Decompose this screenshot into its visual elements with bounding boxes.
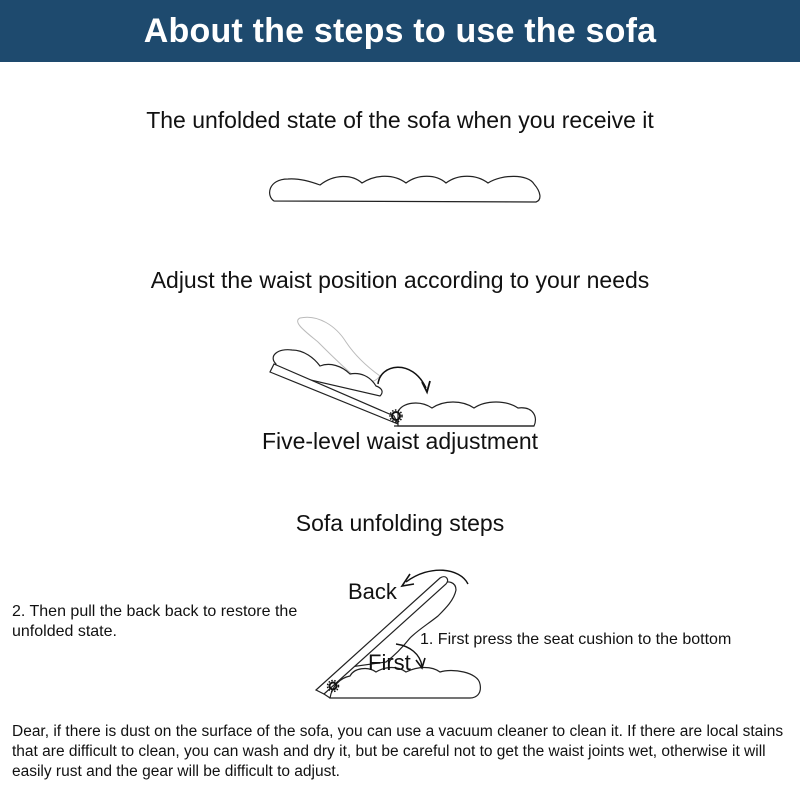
care-note: Dear, if there is dust on the surface of the sofa, you can use a vacuum cleaner to clean it. If there are local stains that are difficult to clean, you can wash and dry it, but be careful not to get the waist joints wet, otherwise it will easily rust and the gear will be difficult to adjust. <box>12 723 784 780</box>
section-heading-unfolded: The unfolded state of the sofa when you receive it <box>146 107 654 133</box>
unfolded-sofa-illustration <box>266 170 546 210</box>
waist-adjust-illustration <box>262 312 552 437</box>
step2-text: 2. Then pull the back back to restore the unfolded state. <box>12 603 298 640</box>
step1-text: 1. First press the seat cushion to the bottom <box>420 631 732 648</box>
section-heading-unfolding: Sofa unfolding steps <box>295 510 505 536</box>
label-back: Back <box>348 579 397 604</box>
waist-adjust-caption: Five-level waist adjustment <box>261 428 539 454</box>
page-title: About the steps to use the sofa <box>0 0 800 62</box>
section-heading-adjust: Adjust the waist position according to your needs <box>150 267 650 293</box>
label-first: First <box>368 650 411 675</box>
curved-arrow-icon <box>378 367 426 388</box>
